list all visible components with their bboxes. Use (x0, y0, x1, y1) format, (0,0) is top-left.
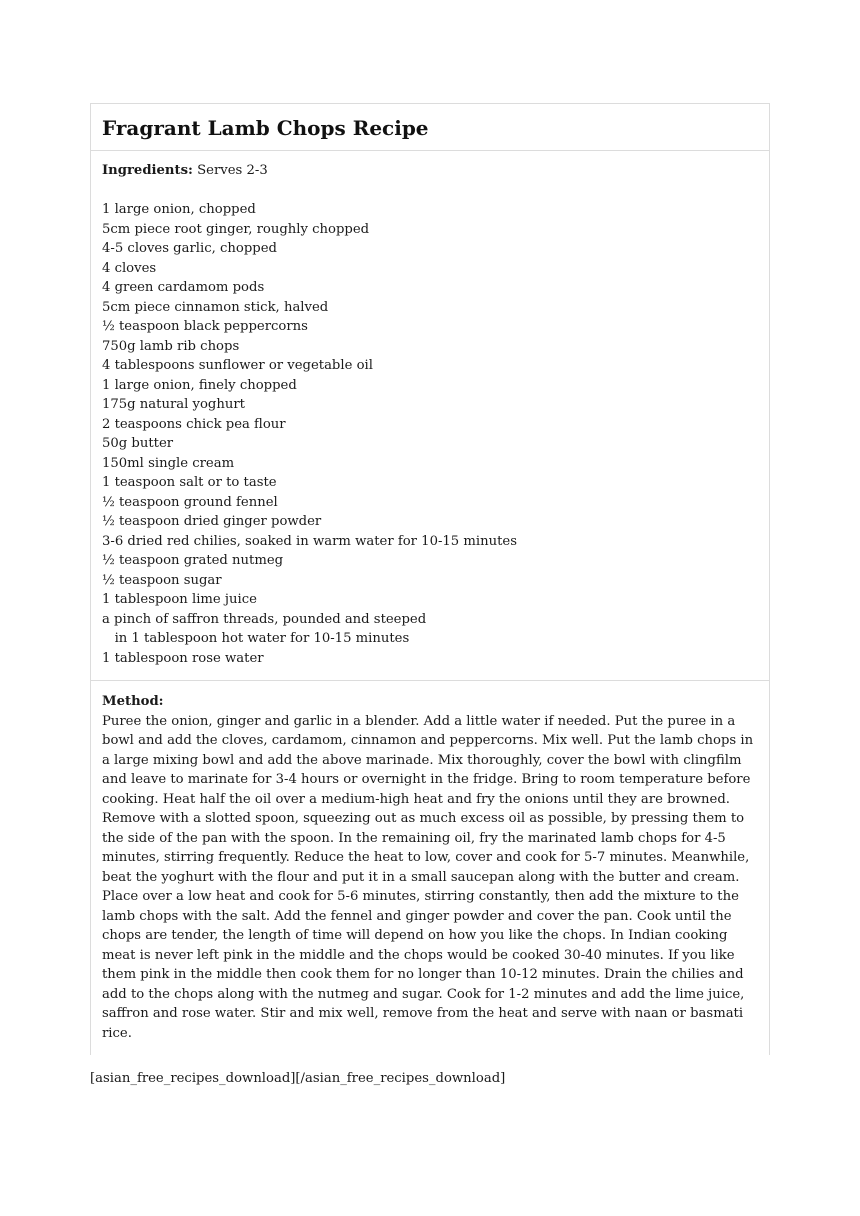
ingredient-item: 1 large onion, chopped (102, 202, 256, 217)
ingredient-item: 1 teaspoon salt or to taste (102, 475, 277, 490)
recipe-card (90, 103, 770, 1055)
serves-text: Serves 2-3 (197, 163, 268, 178)
ingredient-item: 1 large onion, finely chopped (102, 377, 297, 393)
method-heading: Method: (102, 694, 164, 709)
ingredient-item: ½ teaspoon ground fennel (102, 494, 278, 510)
ingredient-item: 4 green cardamom pods (102, 280, 265, 295)
ingredient-item: 4 cloves (102, 260, 157, 276)
ingredient-item: 4 tablespoons sunflower or vegetable oil (102, 358, 373, 373)
recipe-title: Fragrant Lamb Chops Recipe (102, 116, 429, 140)
ingredient-item: 50g butter (102, 436, 174, 451)
ingredients-label: Ingredients: (102, 163, 193, 178)
ingredient-list (102, 200, 758, 668)
ingredient-item: 150ml single cream (102, 455, 235, 471)
ingredient-item: ½ teaspoon grated nutmeg (102, 553, 284, 568)
ingredient-item: 1 tablespoon rose water (102, 650, 264, 666)
method-text: Puree the onion, ginger and garlic in a blender. Add a little water if needed. Put the puree in a bowl and add the cloves, cardamom, cinnamon and peppercorns. Mix well. Put the lamb chops in a large mixing bowl and add the above marinade. Mix thoroughly, cover the bowl with clingfilm and leave to marinate for 3-4 hours or overnight in the fridge. Bring to room temperature before cooking. Heat half the oil over a medium-high heat and fry the onions until they are browned. Remove with a slotted spoon, squeezing out as much excess oil as possible, by pressing them to the side of the pan with the spoon. In the remaining oil, fry the marinated lamb chops for 4-5 minutes, stirring frequently. Reduce the heat to low, cover and cook for 5-7 minutes. Meanwhile, beat the yoghurt with the flour and put it in a small saucepan along with the butter and cream. Place over a low heat and cook for 5-6 minutes, stirring constantly, then add the mixture to the lamb chops with the salt. Add the fennel and ginger powder and cover the pan. Cook until the chops are tender, the length of time will depend on how you like the chops. In Indian cooking meat is never left pink in the middle and the chops would be cooked 30-40 minutes. If you like them pink in the middle then cook them for no longer than 10-12 minutes. Drain the chilies and add to the chops along with the nutmeg and sugar. Cook for 1-2 minutes and add the lime juice, saffron and rose water. Stir and mix well, remove from the heat and serve with naan or basmati rice. (102, 713, 754, 1041)
ingredient-item: 4-5 cloves garlic, chopped (102, 241, 277, 256)
ingredient-item: 750g lamb rib chops (102, 338, 240, 354)
ingredient-item: ½ teaspoon sugar (102, 572, 222, 588)
ingredient-item: 3-6 dried red chilies, soaked in warm water for 10-15 minutes (102, 533, 517, 549)
ingredient-item: ½ teaspoon black peppercorns (102, 319, 308, 334)
ingredient-item: 5cm piece root ginger, roughly chopped (102, 221, 370, 237)
recipe-title-row (91, 104, 769, 151)
ingredient-item: ½ teaspoon dried ginger powder (102, 514, 322, 529)
ingredient-item: 5cm piece cinnamon stick, halved (102, 299, 329, 315)
ingredient-item: in 1 tablespoon hot water for 10-15 minutes (102, 631, 410, 646)
download-shortcode-text: [asian_free_recipes_download][/asian_free_recipes_download] (90, 1071, 506, 1086)
ingredient-item: a pinch of saffron threads, pounded and steeped (102, 611, 427, 627)
ingredients-heading (102, 161, 758, 181)
ingredient-item: 1 tablespoon lime juice (102, 592, 257, 607)
ingredient-item: 2 teaspoons chick pea flour (102, 416, 286, 432)
ingredients-section (91, 151, 769, 681)
ingredient-item: 175g natural yoghurt (102, 397, 245, 412)
method-section (91, 681, 769, 1055)
